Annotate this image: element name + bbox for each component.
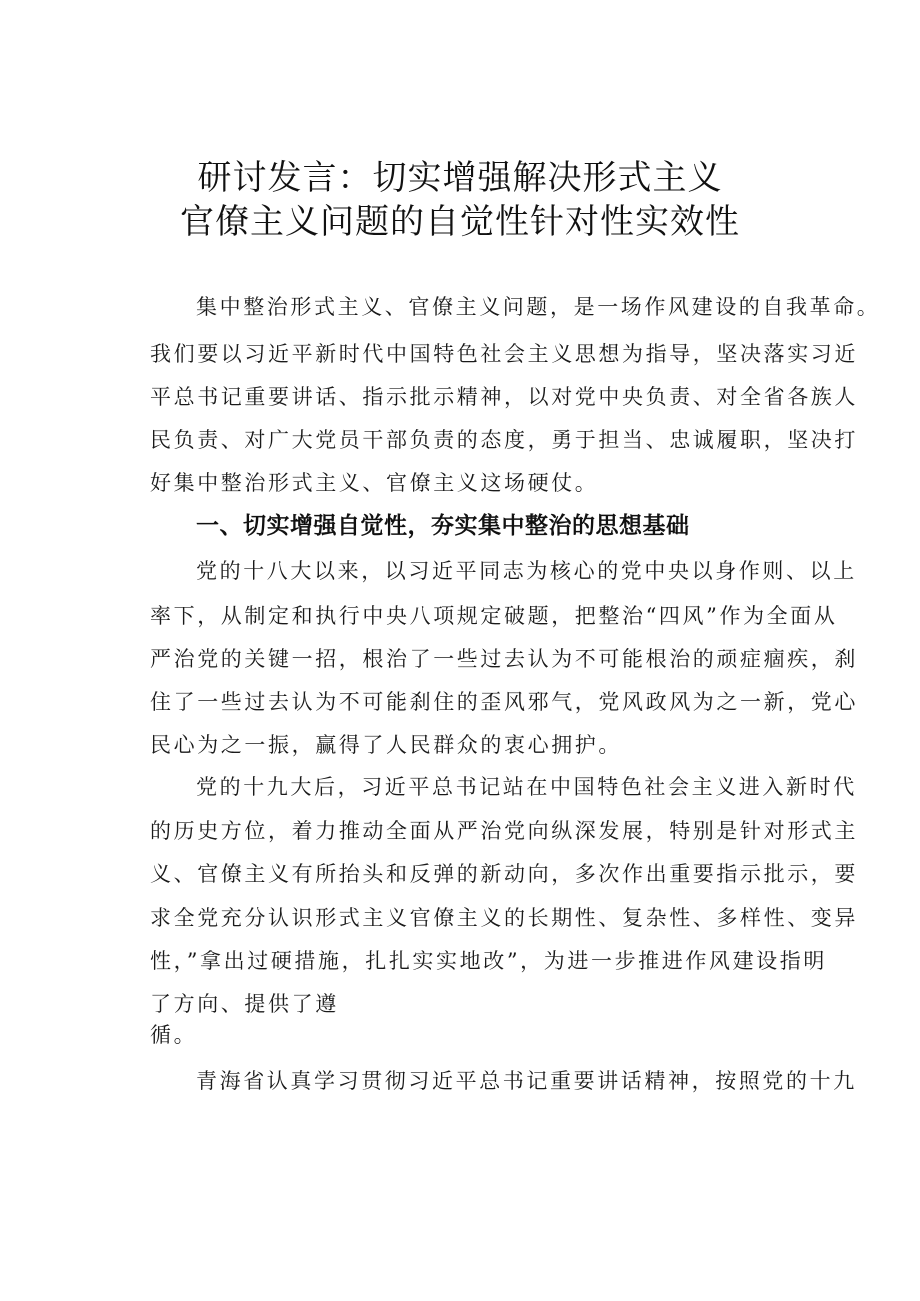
document-title-line-1: 研讨发言：切实增强解决形式主义 <box>197 158 723 198</box>
paragraph-3-line-6: 了方向、提供了遵 <box>150 992 339 1016</box>
paragraph-3-line-1: 党的十九大后，习近平总书记站在中国特色社会主义进入新时代 <box>196 775 857 799</box>
paragraph-1-line-3: 平总书记重要讲话、指示批示精神，以对党中央负责、对全省各族人 <box>150 385 858 409</box>
paragraph-2-line-3: 严治党的关键一招，根治了一些过去认为不可能根治的顽症痼疾，刹 <box>150 647 858 671</box>
document-title-line-2: 官僚主义问题的自觉性针对性实效性 <box>180 202 740 242</box>
paragraph-3-line-7: 循。 <box>150 1023 198 1047</box>
paragraph-2-line-1: 党的十八大以来，以习近平同志为核心的党中央以身作则、以上 <box>196 559 857 583</box>
paragraph-3-line-5: 性，”拿出过硬措施，扎扎实实地改”，为进一步推进作风建设指明 <box>150 949 827 973</box>
paragraph-4-line-1: 青海省认真学习贯彻习近平总书记重要讲话精神，按照党的十九 <box>196 1069 857 1093</box>
paragraph-2-line-2: 率下，从制定和执行中央八项规定破题，把整治“四风”作为全面从 <box>150 604 838 628</box>
paragraph-3-line-2: 的历史方位，着力推动全面从严治党向纵深发展，特别是针对形式主 <box>150 819 858 843</box>
paragraph-1-line-2: 我们要以习近平新时代中国特色社会主义思想为指导，坚决落实习近 <box>150 342 858 366</box>
paragraph-1-line-5: 好集中整治形式主义、官僚主义这场硬仗。 <box>150 471 599 495</box>
paragraph-2-line-4: 住了一些过去认为不可能刹住的歪风邪气，党风政风为之一新，党心 <box>150 690 858 714</box>
paragraph-1-line-4: 民负责、对广大党员干部负责的态度，勇于担当、忠诚履职，坚决打 <box>150 428 858 452</box>
paragraph-1-line-1: 集中整治形式主义、官僚主义问题，是一场作风建设的自我革命。 <box>196 295 881 319</box>
section-heading-1: 一、切实增强自觉性，夯实集中整治的思想基础 <box>196 513 690 539</box>
paragraph-2-line-5: 民心为之一振，赢得了人民群众的衷心拥护。 <box>150 733 622 757</box>
paragraph-3-line-4: 求全党充分认识形式主义官僚主义的长期性、复杂性、多样性、变异 <box>150 906 858 930</box>
paragraph-3-line-3: 义、官僚主义有所抬头和反弹的新动向，多次作出重要指示批示，要 <box>150 862 858 886</box>
